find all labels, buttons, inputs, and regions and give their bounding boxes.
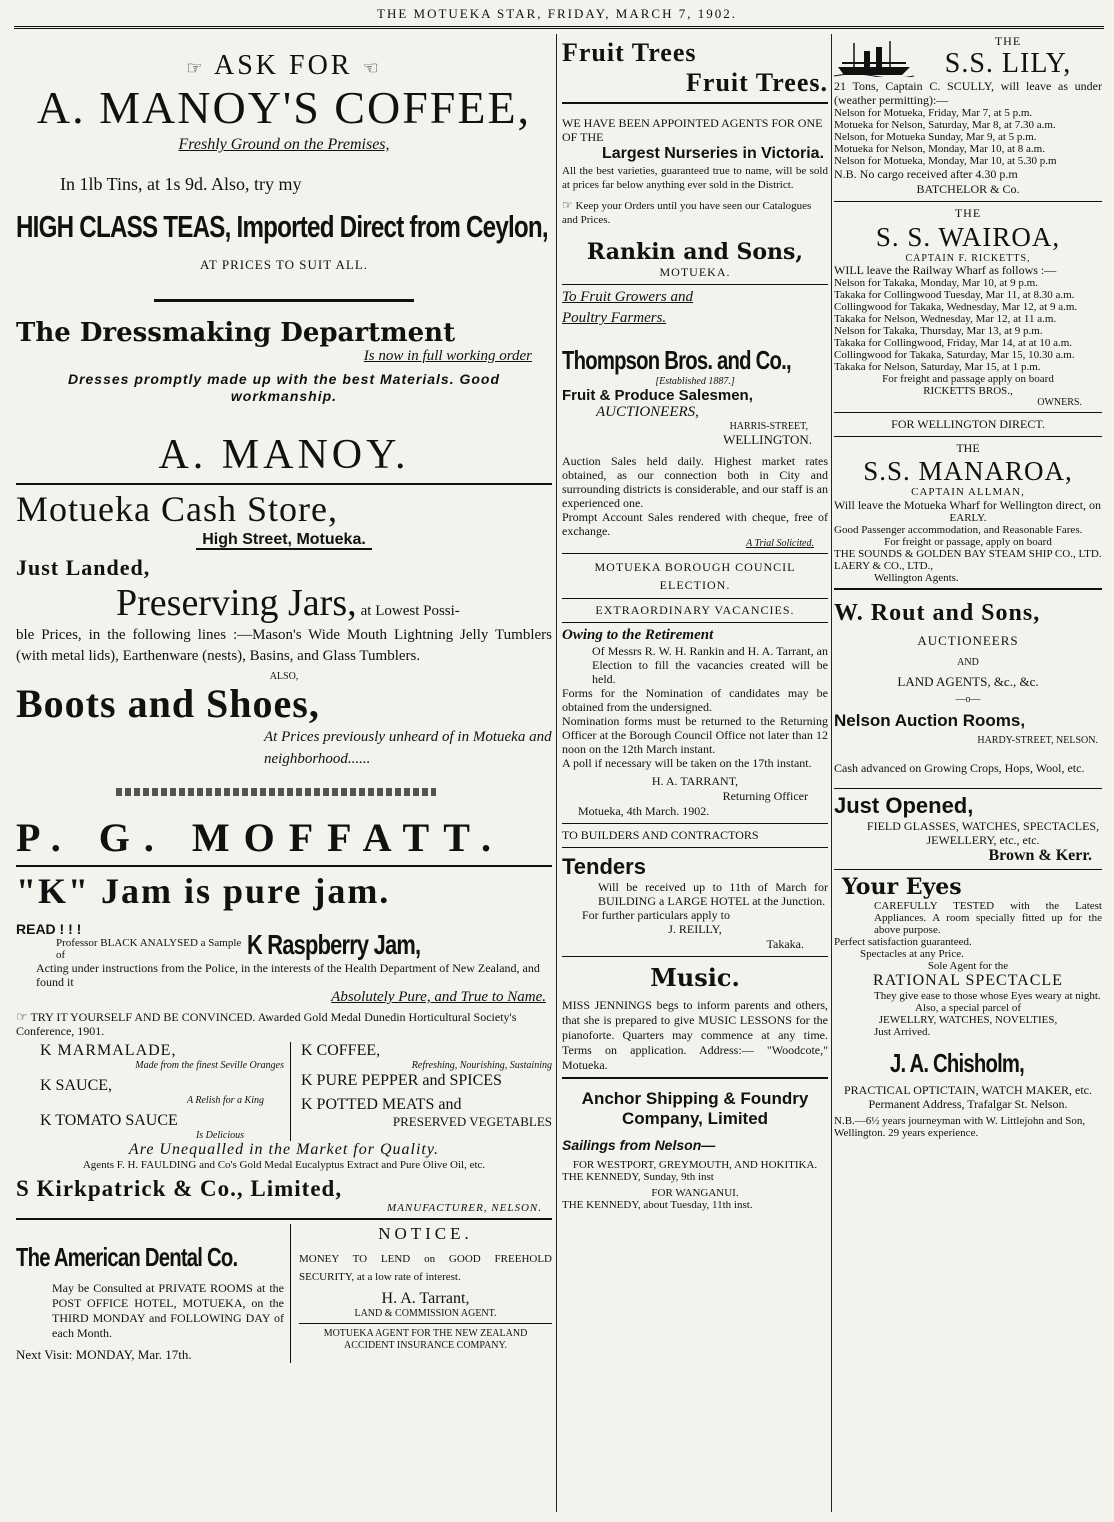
unequalled: Are Unequalled in the Market for Quality. [128,1141,440,1158]
jars-tail: at Lowest Possi- [360,603,460,619]
pointing-hand-icon: ☞ [16,1009,28,1024]
rule [562,553,828,554]
reilly: J. REILLY, [668,922,722,936]
for-wellington: FOR WELLINGTON DIRECT. [891,417,1045,431]
land-agents: LAND AGENTS, &c., &c. [897,674,1039,689]
pointing-hand-icon: ☞ [186,58,206,78]
boots-shoes: Boots and Shoes, [16,681,320,726]
forms: Forms for the Nomination of candidates may be obtained from the undersigned. [562,686,828,714]
wairoa-sailing: Takaka for Collingwood, Friday, Mar 14, at at 10 a.m. [834,337,1073,349]
dental-body: May be Consulted at PRIVATE ROOMS at the POST OFFICE HOTEL, MOTUEKA, on the THIRD MONDAY and FOLLOWING DAY of each Month. [52,1281,284,1340]
also: ALSO, [269,671,299,682]
separator: —o— [955,694,981,705]
bottom-ads [16,1224,552,1363]
masthead-rule [14,26,1104,29]
rout-auctioneers: AUCTIONEERS [917,633,1019,648]
moffatt: P. G. MOFFATT. [16,815,505,860]
wairoa-sailing: Collingwood for Takaka, Wednesday, Mar 12, at 9 a.m. [834,301,1078,313]
ask-for-heading [16,50,552,82]
chisholm: J. A. Chisholm, [890,1048,1025,1078]
prompt: Prompt Account Sales rendered with cheque, free of exchange. [562,510,828,538]
brown-kerr: Brown & Kerr. [988,847,1092,864]
prices-line: AT PRICES TO SUIT ALL. [199,257,369,272]
wairoa-sailing: Takaka for Collingwood Tuesday, Mar 11, at 8.30 a.m. [834,289,1075,301]
k-products [16,1042,552,1141]
spectacles-price: Spectacles at any Price. [860,948,964,960]
rule [834,788,1102,789]
optician: PRACTICAL OPTICTAIN, WATCH MAKER, etc. [843,1083,1093,1097]
westport: FOR WESTPORT, GREYMOUTH, AND HOKITIKA. [572,1159,818,1171]
manaroa-body: Will leave the Motueka Wharf for Wellington direct, on [834,498,1102,512]
ha-tarrant: H. A. TARRANT, [651,774,739,788]
tarrant-name: H. A. Tarrant, [381,1290,470,1307]
council-election: MOTUEKA BOROUGH COUNCIL ELECTION. [594,560,796,592]
column-2 [562,34,828,1514]
column-3 [834,34,1102,1514]
rule [16,865,552,867]
cash-store: Motueka Cash Store, [16,489,338,529]
masthead: THE MOTUEKA STAR, FRIDAY, MARCH 7, 1902. [377,6,737,21]
a-manoy: A. MANOY. [158,432,410,478]
builders: TO BUILDERS AND CONTRACTORS [562,828,759,842]
tomato-sub: Is Delicious [195,1130,244,1141]
freight-2: For freight or passage, apply on board [884,536,1052,548]
messrs: Of Messrs R. W. H. Rankin and H. A. Tarrant, an Election to fill the vacancies created will be held. [592,644,828,686]
wairoa-sailing: Collingwood for Takaka, Saturday, Mar 15, 10.30 a.m. [834,349,1075,361]
sole-agent: Sole Agent for the [927,960,1009,972]
marmalade-sub: Made from the finest Seville Oranges [135,1060,284,1071]
rule [834,588,1102,590]
auction-body: Auction Sales held daily. Highest market rates obtained, as our connection both in City and surrounding districts is considerable, and our staff is an experienced one. [562,454,828,510]
preserved-vegetables: PRESERVED VEGETABLES [392,1114,552,1129]
high-street [16,531,552,549]
rout-and: AND [957,657,979,668]
rule [562,847,828,848]
keep-orders-text: Keep your Orders until you have seen our Catalogues and Prices. [562,200,812,226]
tenders-body: Will be received up to 11th of March for BUILDING a LARGE HOTEL at the Junction. [598,880,828,908]
high-street-text: High Street, Motueka. [196,531,372,550]
agents: Agents F. H. FAULDING and Co's Gold Medal Eucalyptus Extract and Pure Olive Oil, etc. [82,1159,486,1171]
land-agent: LAND & COMMISSION AGENT. [354,1308,497,1319]
returning-officer: Returning Officer [722,789,808,803]
jars-body: ble Prices, in the following lines :—Mason's Wide Mouth Lightning Jelly Tumblers (with metal lids), Earthenware (nests), Basins, and Glass Tumblers. [16,627,552,664]
try-it [16,1010,552,1038]
early: EARLY. [949,512,987,524]
coffee-sub: Refreshing, Nourishing, Sustaining [411,1060,552,1071]
rule [16,1218,552,1220]
coffee-title: A. MANOY'S COFFEE, [36,82,532,133]
sailings: Sailings from Nelson— [562,1137,716,1153]
lily-intro: 21 Tons, Captain C. SCULLY, will leave as under (weather permitting):— [834,79,1102,107]
ss-manaroa: S.S. MANAROA, [863,456,1073,486]
section-rule [154,299,414,302]
pointing-hand-icon: ☜ [362,58,382,78]
reilly-takaka: Takaka. [766,937,804,951]
particulars: For further particulars apply to [582,908,730,922]
largest-nurseries: Largest Nurseries in Victoria. [602,145,825,162]
poll: A poll if necessary will be taken on the 17th instant. [562,756,812,770]
lily-sailing: Nelson for Motueka, Friday, Mar 7, at 5 p.m. [834,107,1033,119]
rankin-motueka: MOTUEKA. [659,265,731,279]
music: Music. [650,963,740,992]
rule [562,102,828,104]
k-tomato-sauce: K TOMATO SAUCE [40,1112,178,1129]
k-coffee: K COFFEE, [301,1042,381,1059]
column-divider-1 [556,34,557,1512]
wellington-agents: Wellington Agents. [874,572,959,584]
established: [Established 1887.] [655,376,735,387]
just-landed: Just Landed, [16,555,151,580]
ricketts-bros: RICKETTS BROS., [923,385,1013,397]
kennedy-2: THE KENNEDY, about Tuesday, 11th inst. [562,1199,753,1211]
wairoa-sailing: Nelson for Takaka, Thursday, Mar 13, at 9 p.m. [834,325,1043,337]
ask-for-text: ASK FOR [213,50,353,81]
column-1 [16,34,552,1514]
good-passenger: Good Passenger accommodation, and Reasonable Fares. [834,524,1083,536]
permanent-address: Permanent Address, Trafalgar St. Nelson. [868,1097,1068,1111]
ss-wairoa: S. S. WAIROA, [875,222,1061,252]
chisholm-nb: N.B.—6½ years journeyman with W. Littlejohn and Son, Wellington. 29 years experience. [834,1115,1086,1139]
captain-ricketts: CAPTAIN F. RICKETTS, [905,253,1031,264]
sauce-sub: A Relish for a King [186,1095,264,1106]
dated: Motueka, 4th March. 1902. [578,804,710,818]
growers-1: To Fruit Growers and [562,289,694,305]
read-block [16,921,247,961]
no-cargo: N.B. No cargo received after 4.30 p.m [834,167,1018,181]
the-1: THE [994,34,1022,48]
k-products-right [291,1042,552,1141]
rule [562,823,828,824]
freight: For freight and passage apply on board [882,373,1054,385]
tenders: Tenders [562,854,646,879]
the-2: THE [954,206,982,220]
k-products-left [16,1042,291,1141]
lily-sailing: Motueka for Nelson, Monday, Mar 10, at 8 a.m. [834,143,1045,155]
thompson-wellington: WELLINGTON. [723,432,812,447]
owing: Owing to the Retirement [562,627,714,643]
wairoa-sailing: Nelson for Takaka, Monday, Mar 10, at 9 p.m. [834,277,1038,289]
next-visit: Next Visit: MONDAY, Mar. 17th. [16,1347,192,1362]
thompson-auctioneers: AUCTIONEERS, [596,404,699,420]
lily-header [834,34,1102,79]
lily-sailing: Nelson for Motueka, Monday, Mar 10, at 5.30 p.m [834,155,1057,167]
high-class-teas: HIGH CLASS TEAS, Imported Direct from Ceylon, [16,209,548,244]
nomination: Nomination forms must be returned to the Returning Officer at the Borough Council Office not later than 12 noon on the 12th March instant. [562,714,828,756]
ss-lily: S.S. LILY, [944,48,1072,79]
rule [834,201,1102,202]
wavy-rule [116,788,436,796]
wairoa-intro: WILL leave the Railway Wharf as follows :— [834,263,1057,277]
fruit-trees-1: Fruit Trees [562,38,697,67]
money-to-lend: MONEY TO LEND on GOOD FREEHOLD SECURITY, at a low rate of interest. [299,1253,552,1283]
fruit-produce: Fruit & Produce Salesmen, [562,387,753,404]
dressmaking-title: The Dressmaking Department [16,318,456,348]
growers-2: Poultry Farmers. [562,310,667,326]
read-row [16,921,552,961]
lily-title-block [914,34,1102,79]
keep-orders [562,198,828,227]
rule [834,436,1102,437]
professor: Professor BLACK ANALYSED a Sample of [56,937,242,961]
rankin-sons: Rankin and Sons, [586,239,804,265]
try-it-text: TRY IT YOURSELF AND BE CONVINCED. Awarded Gold Medal Dunedin Horticultural Society's Conference, 1901. [16,1010,517,1038]
owners: OWNERS. [1037,397,1082,408]
nelson-rooms: Nelson Auction Rooms, [834,711,1026,730]
arrived: Just Arrived. [874,1026,931,1038]
read: READ ! ! ! [16,921,82,937]
eyes-body: CAREFULLY TESTED with the Latest Appliances. A room specially fitted up for the above purpose. [874,900,1102,936]
laery: LAERY & CO., LTD., [834,560,934,572]
rule [562,622,828,623]
acting: Acting under instructions from the Police, in the interests of the Health Department of New Zealand, and found it [36,961,540,989]
wairoa-schedule [834,277,1102,373]
k-marmalade: K MARMALADE, [40,1042,177,1059]
dental-ad [16,1224,291,1363]
fresh-ground: Freshly Ground on the Premises, [178,136,390,153]
absolutely-pure: Absolutely Pure, and True to Name. [331,989,546,1005]
notice-title: NOTICE. [378,1224,473,1243]
manufacturer: MANUFACTURER, NELSON. [387,1202,542,1214]
hardy-street: HARDY-STREET, NELSON. [977,735,1098,746]
harris-street: HARRIS-STREET, [729,421,808,432]
thompson-bros: Thompson Bros. and Co., [562,345,791,375]
lily-sailing: Motueka for Nelson, Saturday, Mar 8, at 7.30 a.m. [834,119,1056,131]
jewellery: JEWELLRY, WATCHES, NOVELTIES, [878,1014,1058,1026]
special-parcel: Also, a special parcel of [915,1002,1021,1014]
just-opened: Just Opened, [834,793,974,818]
cash-advanced: Cash advanced on Growing Crops, Hops, Wool, etc. [834,761,1085,775]
wanganui: FOR WANGANUI. [651,1187,739,1199]
pointing-hand-icon: ☞ [562,198,573,212]
k-jam: "K" Jam is pure jam. [16,871,391,911]
your-eyes: Your Eyes [842,874,962,900]
kennedy-1: THE KENNEDY, Sunday, 9th inst [562,1171,714,1183]
rule [562,598,828,599]
tins-line: In 1lb Tins, at 1s 9d. Also, try my [60,174,302,194]
batchelor: BATCHELOR & Co. [916,182,1020,196]
rule [299,1323,552,1324]
rule [834,412,1102,413]
field-glasses: FIELD GLASSES, WATCHES, SPECTACLES, JEWELLERY, etc., etc. [866,819,1100,847]
lily-sailing: Nelson, for Motueka Sunday, Mar 9, at 5 p.m. [834,131,1037,143]
preserving-jars: Preserving Jars, [116,582,357,624]
insurance-agent: MOTUEKA AGENT FOR THE NEW ZEALAND ACCIDENT INSURANCE COMPANY. [323,1328,528,1351]
rational-spectacle: RATIONAL SPECTACLE [873,972,1063,989]
steamship-icon [834,37,914,77]
fruit-trees-2: Fruit Trees. [686,68,828,97]
varieties: All the best varieties, guaranteed true to name, will be sold at prices far below anything ever sold in the District. [562,165,828,191]
k-sauce: K SAUCE, [40,1077,113,1094]
column-divider-2 [831,34,832,1512]
anchor-shipping: Anchor Shipping & Foundry Company, Limited [581,1089,809,1128]
wairoa-sailing: Takaka for Nelson, Wednesday, Mar 12, at 11 a.m. [834,313,1057,325]
rout-sons: W. Rout and Sons, [834,600,1041,626]
lily-schedule [834,107,1102,167]
rule [562,1077,828,1079]
rule [562,956,828,957]
dressmaking-sub: Is now in full working order [363,348,532,364]
the-3: THE [956,441,980,455]
boots-sub: At Prices previously unheard of in Motueka and neighborhood...... [264,729,552,767]
wairoa-sailing: Takaka for Nelson, Saturday, Mar 15, at 1 p.m. [834,361,1041,373]
music-body: MISS JENNINGS begs to inform parents and others, that she is prepared to give MUSIC LESSONS for the pianoforte. Quarters may commence at any time. Terms on application. Address:— "Woodcote," Motueka. [562,998,828,1072]
raspberry-jam: K Raspberry Jam, [247,929,421,960]
captain-allman: CAPTAIN ALLMAN, [911,486,1025,498]
trial-solicited: A Trial Solicited. [746,538,814,549]
ease: They give ease to those whose Eyes weary at night. [874,990,1101,1002]
notice-ad [291,1224,552,1363]
dressmaking-body: Dresses promptly made up with the best Materials. Good workmanship. [67,371,501,404]
vacancies: EXTRAORDINARY VACANCIES. [595,603,795,617]
sounds-co: THE SOUNDS & GOLDEN BAY STEAM SHIP CO., LTD. [834,548,1102,560]
k-pepper: K PURE PEPPER and SPICES [301,1072,502,1089]
kirkpatrick: S Kirkpatrick & Co., Limited, [16,1176,343,1201]
rule [834,869,1102,870]
dental-title: The American Dental Co. [16,1242,238,1272]
preserving-jars-line [116,581,552,625]
rule [16,483,552,485]
appointed: WE HAVE BEEN APPOINTED AGENTS FOR ONE OF THE [562,116,823,144]
perfect: Perfect satisfaction guaranteed. [834,936,972,948]
k-potted: K POTTED MEATS and [301,1096,462,1113]
rule [562,284,828,285]
